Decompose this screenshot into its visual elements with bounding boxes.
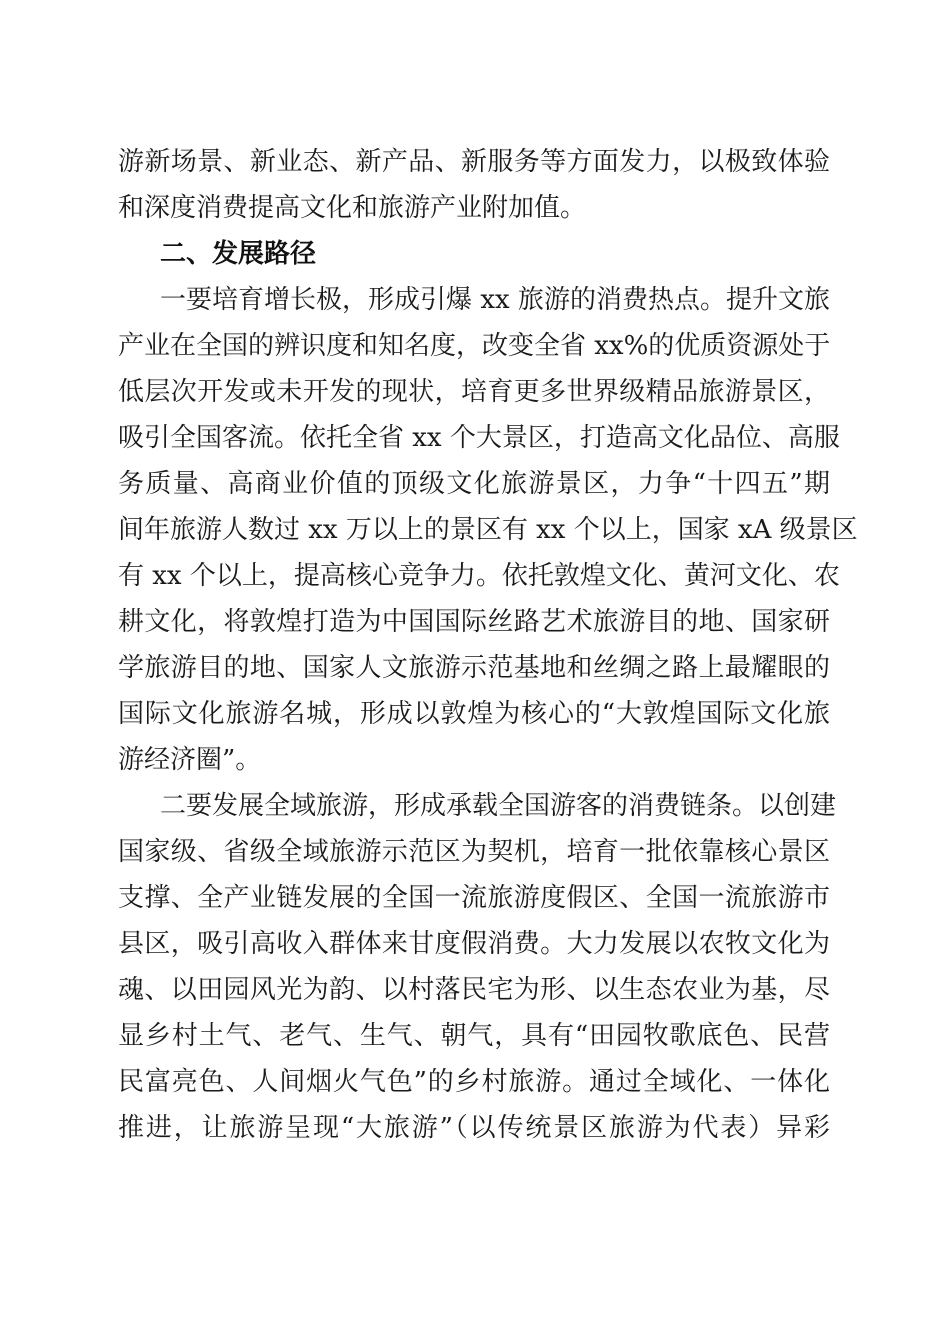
- paragraph1-line-3: 低层次开发或未开发的现状，培育更多世界级精品旅游景区，: [118, 377, 830, 407]
- paragraph1-line-1: 一要培育增长极，形成引爆 xx 旅游的消费热点。提升文旅: [160, 285, 830, 315]
- paragraph2-line-5: 魂、以田园风光为韵、以村落民宅为形、以生态农业为基，尽: [118, 975, 830, 1005]
- paragraph2-line-8: 推进，让旅游呈现“大旅游”（以传统景区旅游为代表）异彩: [118, 1113, 830, 1143]
- paragraph1-line-5: 务质量、高商业价值的顶级文化旅游景区，力争“十四五”期: [118, 469, 830, 499]
- section-heading: 二、发展路径: [160, 239, 317, 269]
- intro-line-2: 和深度消费提高文化和旅游产业附加值。: [118, 193, 587, 223]
- paragraph2-line-2: 国家级、省级全域旅游示范区为契机，培育一批依靠核心景区: [118, 837, 830, 867]
- paragraph2-line-4: 县区，吸引高收入群体来甘度假消费。大力发展以农牧文化为: [118, 929, 830, 959]
- paragraph1-line-11: 游经济圈”。: [118, 745, 262, 775]
- paragraph1-line-9: 学旅游目的地、国家人文旅游示范基地和丝绸之路上最耀眼的: [118, 653, 830, 683]
- paragraph2-line-1: 二要发展全域旅游，形成承载全国游客的消费链条。以创建: [160, 791, 837, 821]
- paragraph2-line-3: 支撑、全产业链发展的全国一流旅游度假区、全国一流旅游市: [118, 883, 830, 913]
- paragraph1-line-7: 有 xx 个以上，提高核心竞争力。依托敦煌文化、黄河文化、农: [118, 561, 840, 591]
- paragraph2-line-6: 显乡村土气、老气、生气、朝气，具有“田园牧歌底色、民营: [118, 1021, 830, 1051]
- paragraph1-line-2: 产业在全国的辨识度和知名度，改变全省 xx%的优质资源处于: [118, 331, 831, 361]
- paragraph1-line-10: 国际文化旅游名城，形成以敦煌为核心的“大敦煌国际文化旅: [118, 699, 830, 729]
- paragraph1-line-6: 间年旅游人数过 xx 万以上的景区有 xx 个以上，国家 xA 级景区: [118, 515, 858, 545]
- paragraph2-line-7: 民富亮色、人间烟火气色”的乡村旅游。通过全域化、一体化: [118, 1067, 830, 1097]
- intro-line-1: 游新场景、新业态、新产品、新服务等方面发力，以极致体验: [118, 147, 830, 177]
- paragraph1-line-4: 吸引全国客流。依托全省 xx 个大景区，打造高文化品位、高服: [118, 423, 840, 453]
- paragraph1-line-8: 耕文化，将敦煌打造为中国国际丝路艺术旅游目的地、国家研: [118, 607, 830, 637]
